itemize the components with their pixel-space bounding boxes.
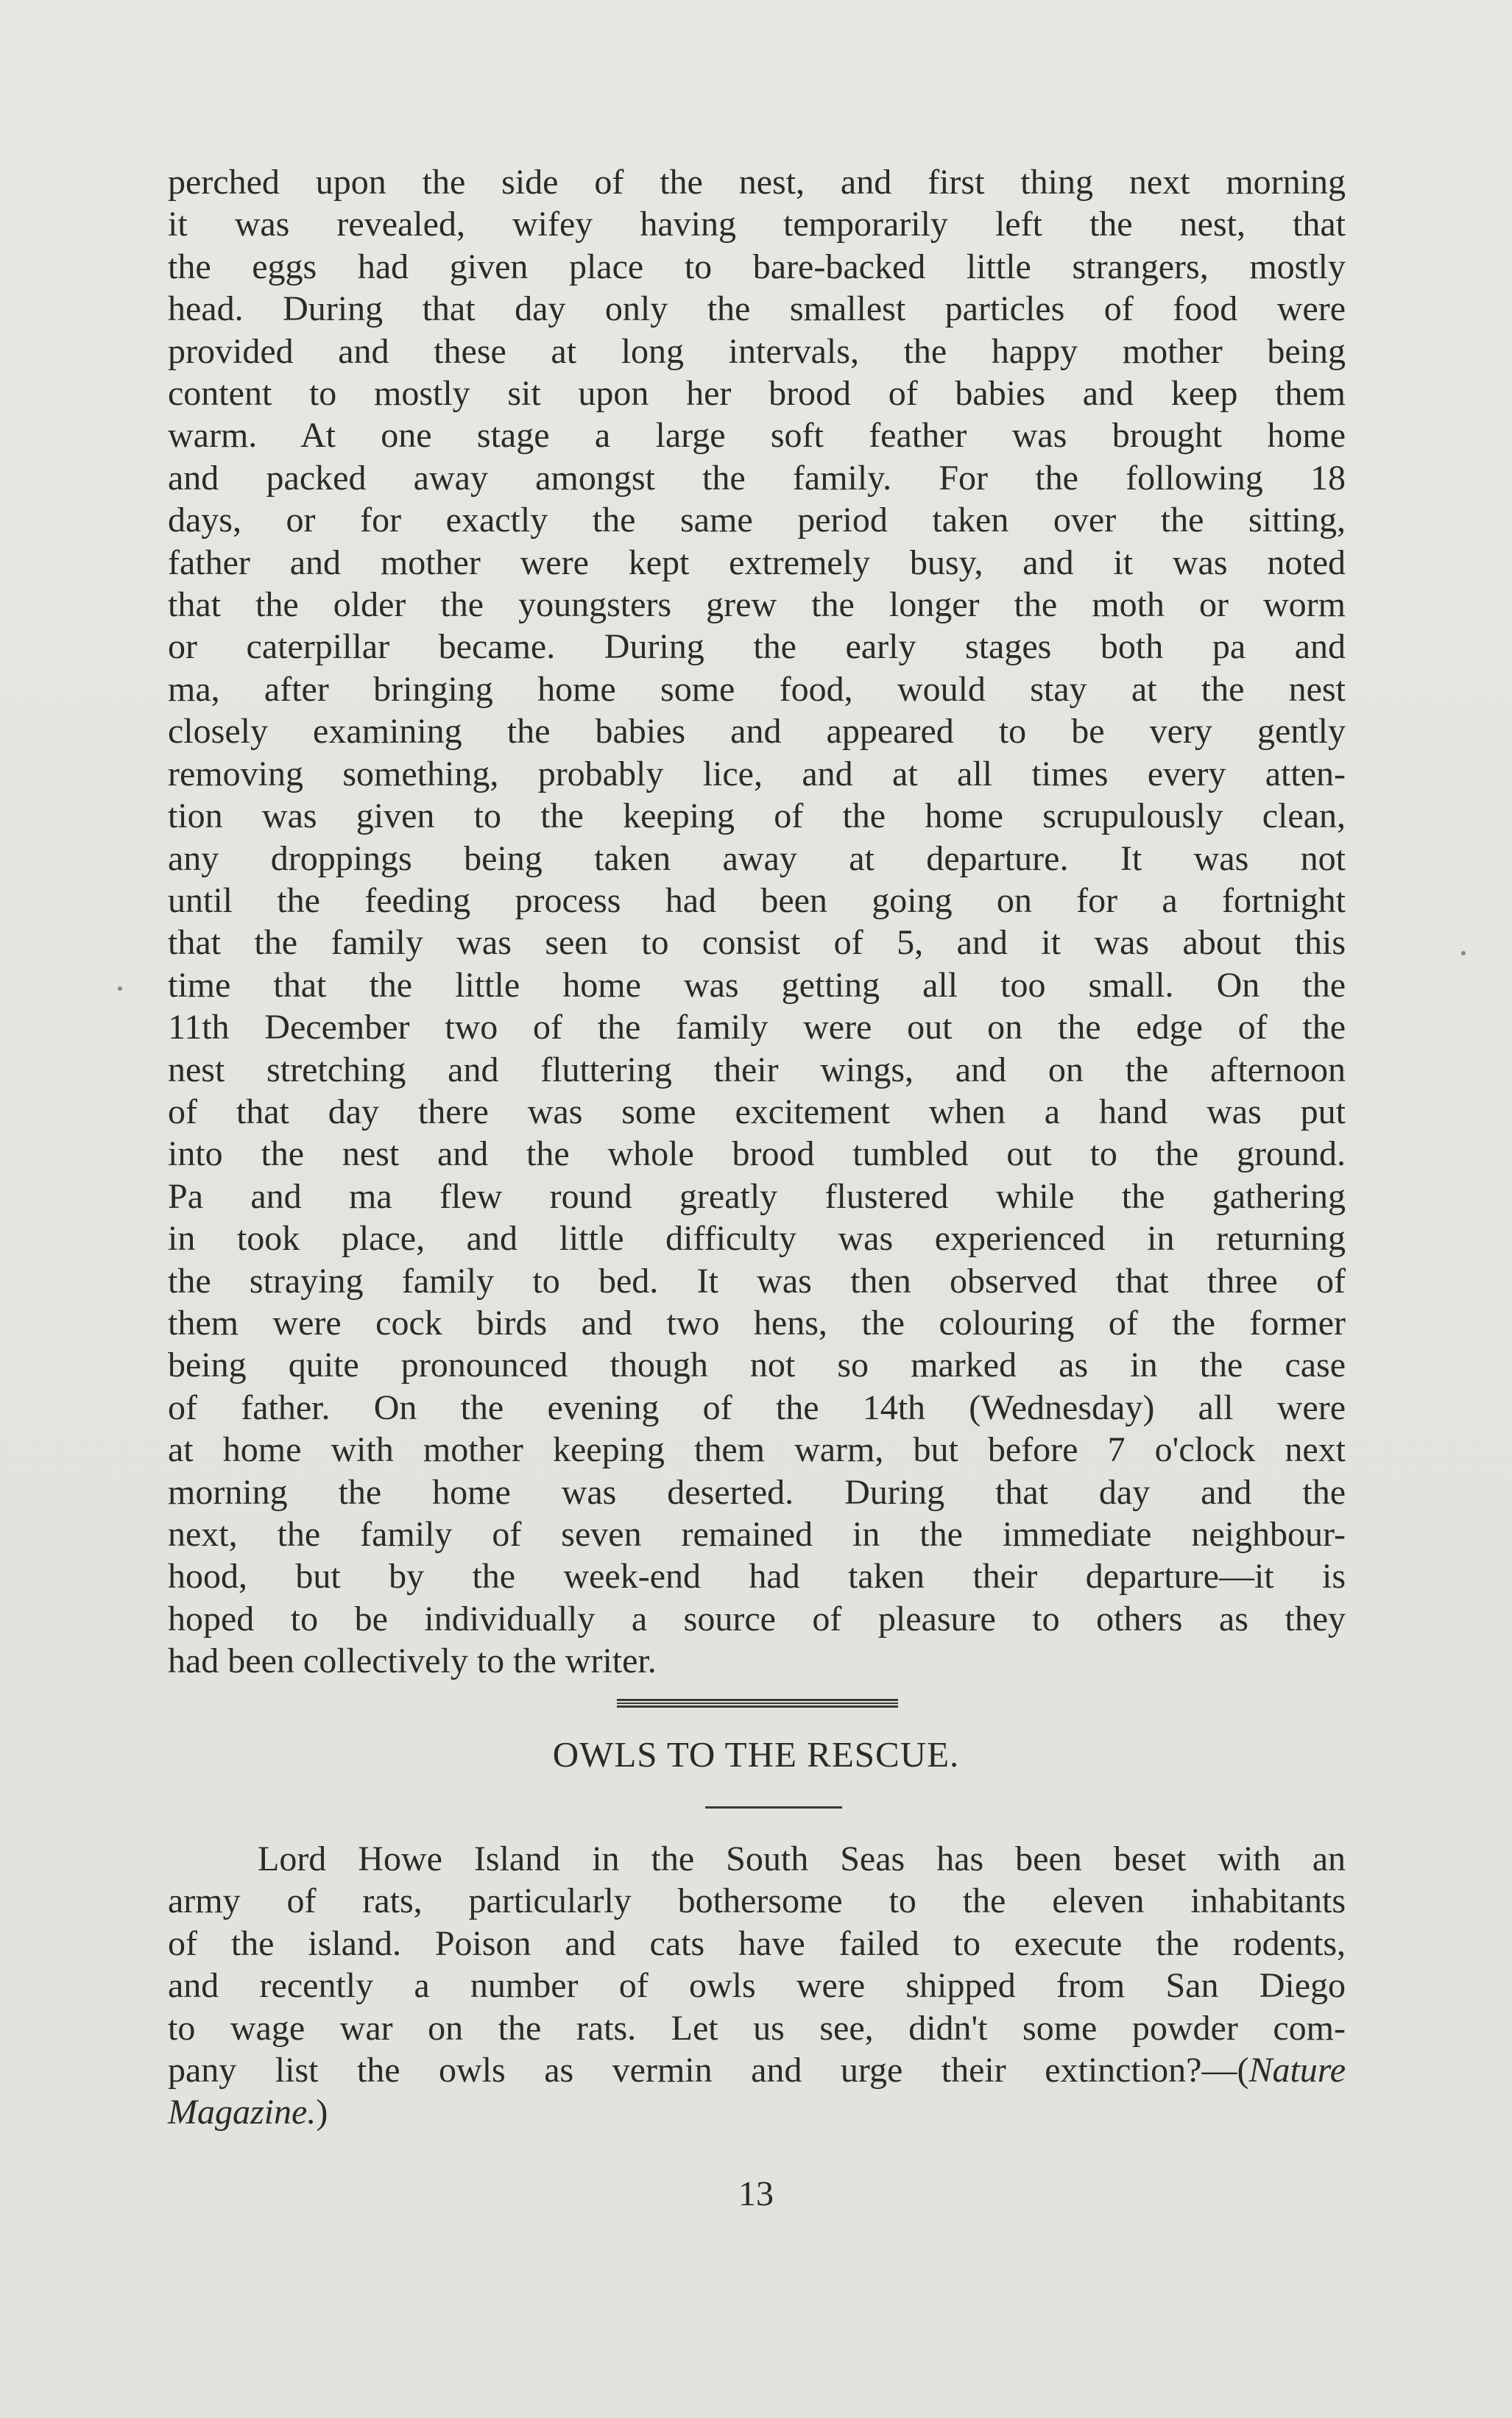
text-line: warm. At one stage a large soft feather was brought home: [168, 416, 1346, 456]
text-line: of that day there was some excitement when a hand was put: [168, 1092, 1346, 1131]
body-paragraph: [168, 1838, 1346, 2134]
text-line: next, the family of seven remained in the immediate neighbour-: [168, 1515, 1346, 1554]
text-fragment: pany list the owls as vermin and urge their extinction?—(: [168, 2051, 1249, 2090]
print-speck: [1461, 951, 1466, 955]
text-line: hoped to be individually a source of pleasure to others as they: [168, 1599, 1346, 1638]
text-line: removing something, probably lice, and at all times every atten-: [168, 754, 1346, 793]
text-line: content to mostly sit upon her brood of babies and keep them: [168, 374, 1346, 414]
text-line: Pa and ma flew round greatly flustered while the gathering: [168, 1176, 1346, 1216]
text-line: it was revealed, wifey having temporarily left the nest, that: [168, 205, 1346, 244]
text-line: in took place, and little difficulty was experienced in returning: [168, 1219, 1346, 1259]
text-line: time that the little home was getting all too small. On the: [168, 965, 1346, 1005]
text-line: closely examining the babies and appeared to be very gently: [168, 712, 1346, 752]
citation-source: Magazine.: [168, 2093, 317, 2132]
text-line: tion was given to the keeping of the home scrupulously clean,: [168, 796, 1346, 836]
text-line: head. During that day only the smallest particles of food were: [168, 289, 1346, 329]
section-divider-double-rule: [617, 1699, 898, 1708]
text-line: nest stretching and fluttering their wings, and on the afternoon: [168, 1050, 1346, 1089]
text-line: until the feeding process had been going on for a fortnight: [168, 880, 1346, 920]
text-line: hood, but by the week-end had taken their departure—it is: [168, 1557, 1346, 1597]
text-line: provided and these at long intervals, the happy mother being: [168, 331, 1346, 371]
body-paragraph: [168, 161, 1346, 1683]
text-line: that the older the youngsters grew the longer the moth or worm: [168, 585, 1346, 625]
text-line: father and mother were kept extremely busy, and it was noted: [168, 542, 1346, 582]
closing-paren: ): [316, 2093, 328, 2132]
text-line: and packed away amongst the family. For the following 18: [168, 458, 1346, 498]
text-line: that the family was seen to consist of 5, and it was about this: [168, 923, 1346, 963]
text-line: the straying family to bed. It was then observed that three of: [168, 1261, 1346, 1301]
text-line: any droppings being taken away at departure. It was not: [168, 838, 1346, 878]
citation-source: Nature: [1248, 2051, 1346, 2090]
text-line: 11th December two of the family were out on the edge of the: [168, 1008, 1346, 1047]
text-line: of father. On the evening of the 14th (Wednesday) all were: [168, 1387, 1346, 1427]
text-line: ma, after bringing home some food, would stay at the nest: [168, 669, 1346, 709]
text-line: into the nest and the whole brood tumbled out to the ground.: [168, 1134, 1346, 1174]
heading-underline-rule: [705, 1806, 842, 1809]
text-line: them were cock birds and two hens, the colouring of the former: [168, 1303, 1346, 1343]
text-line: morning the home was deserted. During that day and the: [168, 1472, 1346, 1512]
text-line: or caterpillar became. During the early stages both pa and: [168, 627, 1346, 667]
page-number: 13: [738, 2174, 774, 2213]
text-line: being quite pronounced though not so marked as in the case: [168, 1346, 1346, 1385]
text-line: to wage war on the rats. Let us see, didn't some powder com-: [168, 2008, 1346, 2048]
section-heading: OWLS TO THE RESCUE.: [552, 1734, 960, 1775]
citation-line: [168, 2091, 1346, 2133]
text-line: at home with mother keeping them warm, but before 7 o'clock next: [168, 1430, 1346, 1470]
text-line: perched upon the side of the nest, and first thing next morning: [168, 163, 1346, 202]
text-line: days, or for exactly the same period taken over the sitting,: [168, 501, 1346, 540]
text-line: of the island. Poison and cats have failed to execute the rodents,: [168, 1923, 1346, 1963]
text-line: and recently a number of owls were shipped from San Diego: [168, 1966, 1346, 2006]
text-line-with-citation: [168, 2049, 1346, 2091]
print-speck: [118, 986, 122, 991]
text-line: Lord Howe Island in the South Seas has been beset with an: [258, 1839, 1346, 1878]
text-line: army of rats, particularly bothersome to the eleven inhabitants: [168, 1881, 1346, 1921]
text-line: the eggs had given place to bare-backed little strangers, mostly: [168, 247, 1346, 286]
text-line: had been collectively to the writer.: [168, 1641, 657, 1681]
